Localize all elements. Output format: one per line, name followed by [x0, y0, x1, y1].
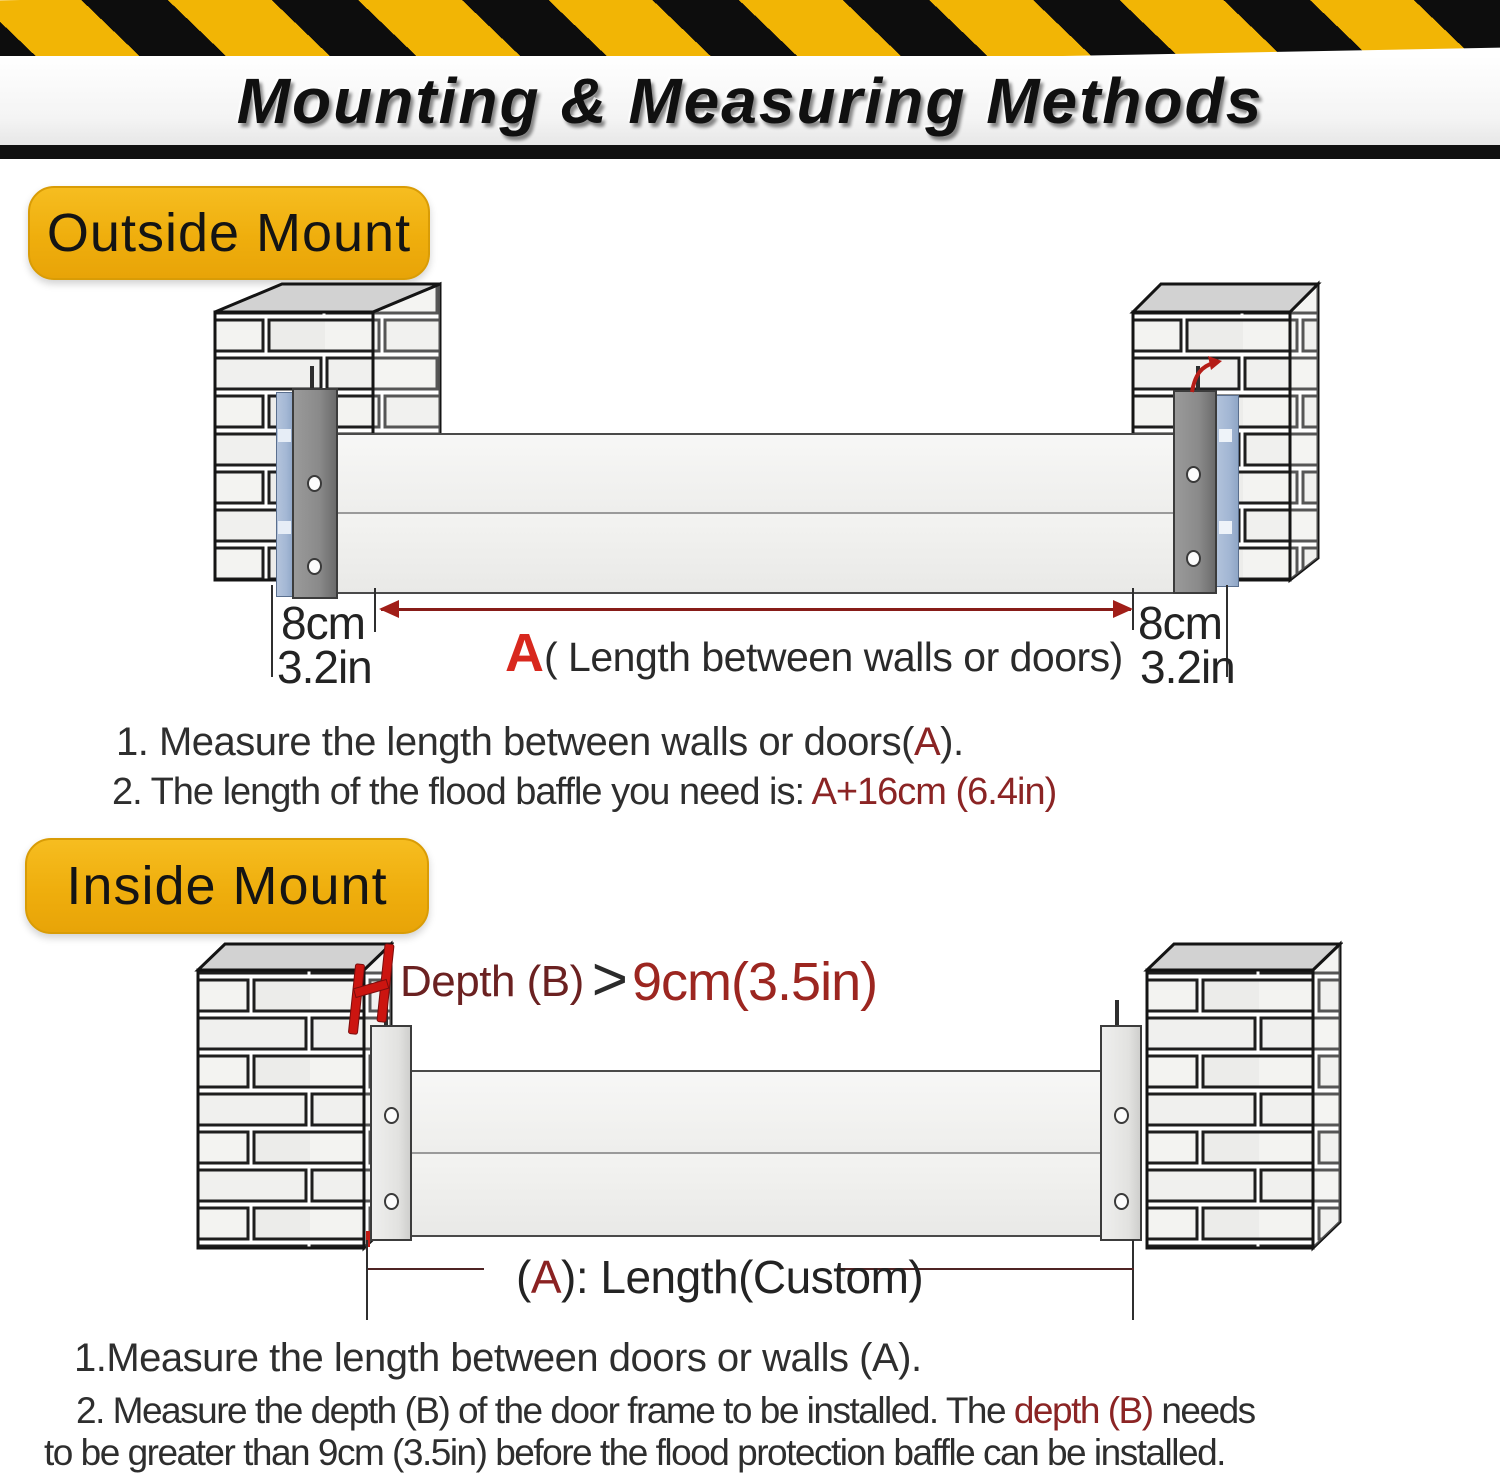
- screw-icon: [307, 475, 322, 492]
- insert-arrow-icon: [1186, 354, 1224, 394]
- title-band: [0, 56, 1500, 145]
- header-banner: [0, 0, 1500, 160]
- arrowhead-left-icon: [379, 600, 399, 618]
- inside-step-1: 1.Measure the length between doors or walls (A).: [74, 1336, 922, 1380]
- dim-left-in: 3.2in: [277, 641, 372, 693]
- screw-icon: [384, 1193, 399, 1210]
- dim-left-cm: 8cm: [281, 597, 365, 649]
- dim-right-in: 3.2in: [1140, 641, 1235, 693]
- dim-line-left: [368, 1268, 484, 1270]
- measure-arrow: [381, 608, 1131, 611]
- length-a-letter: A: [505, 623, 544, 683]
- screw-icon: [1114, 1193, 1129, 1210]
- flood-baffle-panel-inside: [408, 1070, 1106, 1237]
- banner-divider: [0, 145, 1500, 159]
- panel-seam: [335, 512, 1179, 514]
- screw-icon: [1186, 466, 1201, 483]
- dim-extension-line: [271, 585, 273, 677]
- screw-icon: [307, 558, 322, 575]
- inside-mount-badge: [25, 838, 429, 934]
- screw-icon: [384, 1107, 399, 1124]
- outside-mount-label: Outside Mount: [46, 203, 412, 263]
- screw-icon: [1186, 550, 1201, 567]
- dim-extension-line: [366, 1240, 368, 1320]
- length-a-label: A( Length between walls or doors): [505, 623, 1123, 683]
- outside-step-1: 1. Measure the length between walls or doors(A).: [116, 720, 964, 764]
- flood-baffle-panel-outside: [333, 433, 1181, 594]
- dim-tick: [374, 588, 376, 632]
- arrowhead-right-icon: [1113, 600, 1133, 618]
- screw-icon: [1114, 1107, 1129, 1124]
- brick-pillar-inside-right: [1143, 938, 1343, 1253]
- seal-strip-right: [1214, 395, 1239, 587]
- depth-b-label: Depth (B) > 9cm(3.5in): [400, 944, 878, 1014]
- mounting-channel-inside-left: [370, 1025, 412, 1241]
- outside-mount-badge: [28, 186, 430, 280]
- dim-right-cm: 8cm: [1138, 597, 1222, 649]
- outside-step-2: 2. The length of the flood baffle you need is: A+16cm (6.4in): [112, 771, 1057, 813]
- bracket-pin-inside-right: [1115, 1000, 1119, 1027]
- hazard-stripes-icon: [0, 0, 1500, 56]
- dim-extension-line: [1132, 1240, 1134, 1320]
- mounting-channel-outside-right: [1173, 390, 1217, 594]
- mounting-channel-inside-right: [1100, 1025, 1142, 1241]
- depth-marker-icon: [348, 942, 398, 1038]
- mounting-channel-outside-left: [292, 388, 338, 599]
- inside-step-2-line-1: 2. Measure the depth (B) of the door frame to be installed. The depth (B) needs: [76, 1390, 1255, 1431]
- page-title: Mounting & Measuring Methods: [236, 64, 1264, 137]
- inside-step-2-line-2: to be greater than 9cm (3.5in) before the flood protection baffle can be installed.: [44, 1432, 1225, 1473]
- length-custom-label: (A): Length(Custom): [516, 1251, 924, 1303]
- inside-mount-label: Inside Mount: [66, 856, 388, 916]
- panel-seam: [410, 1152, 1104, 1154]
